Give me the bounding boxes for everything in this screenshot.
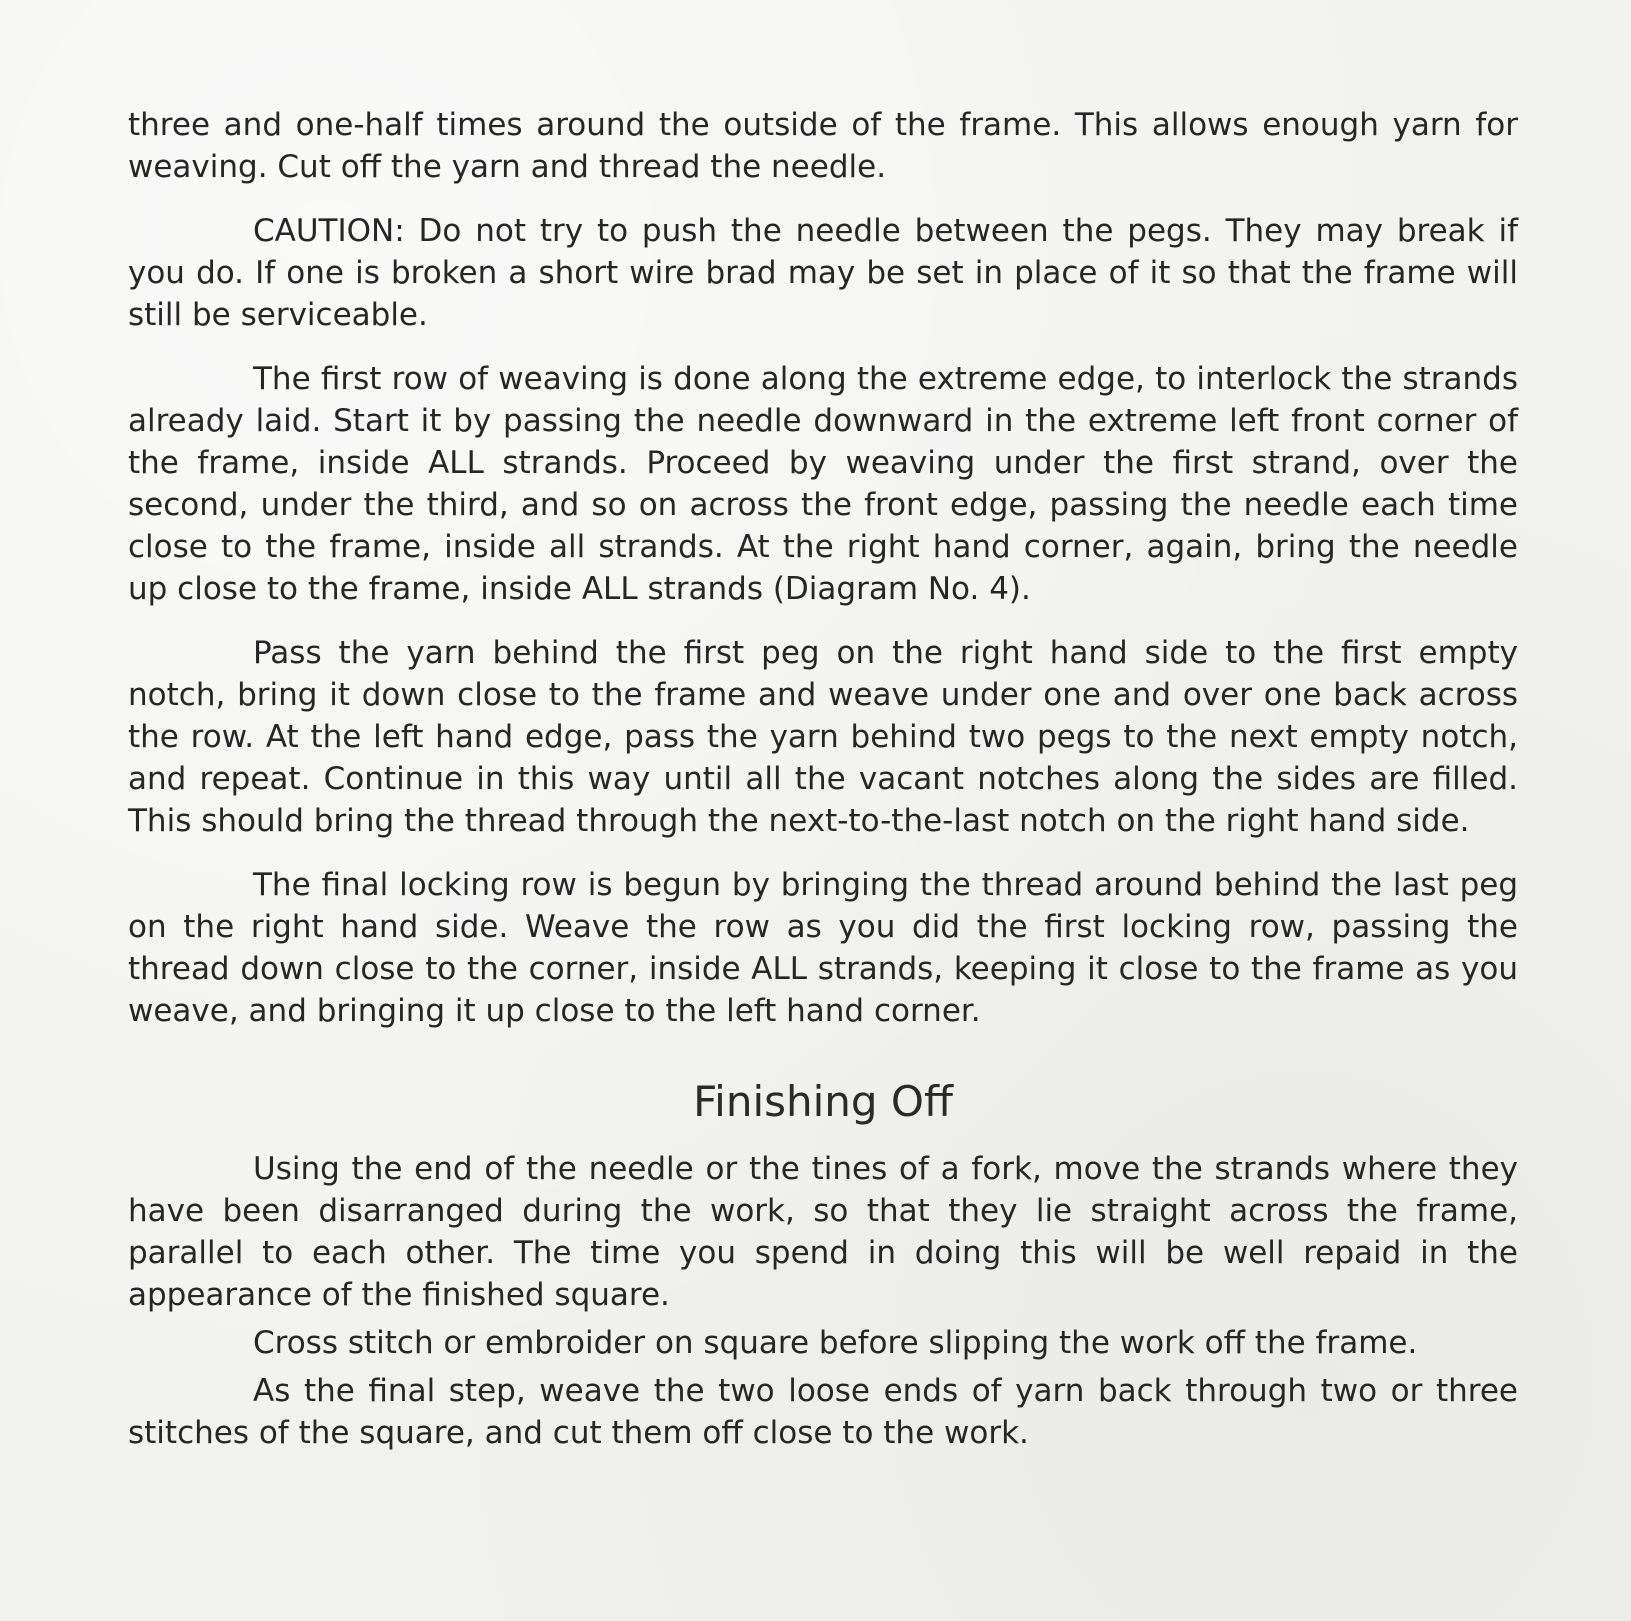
paragraph-final-locking-row: The final locking row is begun by bringing the thread around behind the last peg on the right hand side. Weave the row as you did the first locking row, passing the thread down close to the corner, inside ALL strands, keeping it close to the frame as you weave, and bringing it up close to the left hand corner. xyxy=(128,867,1518,1029)
paragraph-final-step: As the final step, weave the two loose ends of yarn back through two or three stitches of the square, and cut them off close to the work. xyxy=(128,1373,1518,1451)
paragraph-cross-stitch: Cross stitch or embroider on square before slipping the work off the frame. xyxy=(253,1325,1418,1361)
paragraph-first-row: The first row of weaving is done along the extreme edge, to interlock the strands already laid. Start it by passing the needle downward in the extreme left front corner of the frame, inside ALL strands. Proceed by weaving under the first strand, over the second, under the third, and so on across the front edge, passing the needle each time close to the frame, inside all strands. At the right hand corner, again, bring the needle up close to the frame, inside ALL strands (Diagram No. 4). xyxy=(128,361,1518,607)
instruction-text xyxy=(128,104,1518,1454)
paragraph-pass-yarn: Pass the yarn behind the first peg on the right hand side to the first empty notch, bring it down close to the frame and weave under one and over one back across the row. At the left hand edge, pass the yarn behind two pegs to the next empty notch, and repeat. Continue in this way until all the vacant notches along the sides are filled. This should bring the thread through the next-to-the-last notch on the right hand side. xyxy=(128,635,1518,839)
paragraph-straighten-strands: Using the end of the needle or the tines of a fork, move the strands where they have been disarranged during the work, so that they lie straight across the frame, parallel to each other. The time you spend in doing this will be well repaid in the appearance of the finished square. xyxy=(128,1151,1518,1313)
section-heading-finishing-off: Finishing Off xyxy=(693,1077,953,1126)
paragraph-caution: CAUTION: Do not try to push the needle between the pegs. They may break if you do. If one is broken a short wire brad may be set in place of it so that the frame will still be serviceable. xyxy=(128,213,1518,333)
paragraph-yarn-length: three and one-half times around the outside of the frame. This allows enough yarn for weaving. Cut off the yarn and thread the needle. xyxy=(128,107,1518,185)
